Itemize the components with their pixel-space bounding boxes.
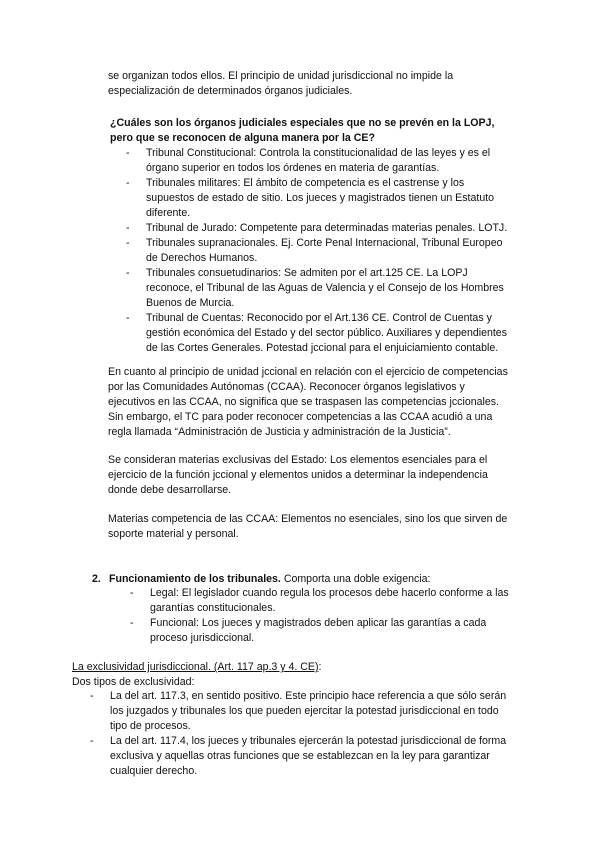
paragraph-materias: Materias competencia de las CCAA: Elementos no esenciales, sino los que sirven de soporte material y personal. — [108, 513, 508, 540]
paragraph-ccaa: En cuanto al principio de unidad jccional en relación con el ejercicio de competencias por las Comunidades Autónomas (CCAA). Reconocer órganos legislativos y ejecutivos en las CCAA, no significa que se traspasen las competencias jccionales. Sin embargo, el TC para poder reconocer competencias a las CCAA acudió a una regla llamada “Administración de Justicia y administración de la Justicia”. — [108, 366, 508, 438]
exclusividad-title: La exclusividad jurisdiccional. (Art. 117 ap.3 y 4. CE) — [72, 661, 319, 673]
section-title: Funcionamiento de los tribunales. — [109, 573, 281, 585]
paragraph-estado: Se consideran materias exclusivas del Estado: Los elementos esenciales para el ejercicio de la función jccional y elementos unidos a determinar la independencia donde debe desarrollarse. — [108, 454, 488, 496]
exclusividad-subtitle: Dos tipos de exclusividad: — [72, 676, 195, 688]
question-line-2: pero que se reconocen de alguna manera por la CE? — [110, 132, 375, 144]
section-2-heading — [92, 572, 430, 587]
intro-line-1: se organizan todos ellos. El principio de unidad jurisdiccional no impide la — [108, 70, 454, 82]
intro-line-2: especialización de determinados órganos judiciales. — [108, 85, 353, 97]
list-item: - Tribunales consuetudinarios: Se admiten por el art.125 CE. La LOPJ reconoce, el Tribunal de las Aguas de Valencia y el Consejo de los Hombres Buenos de Murcia. — [126, 266, 536, 311]
list-item: - Tribunal de Jurado: Competente para determinadas materias penales. LOTJ. — [126, 221, 536, 236]
list-item: - La del art. 117.4, los jueces y tribunales ejercerán la potestad jurisdiccional de forma exclusiva y aquellas otras funciones que se establezcan en la ley para garantizar cualquier derecho. — [90, 734, 550, 779]
exclusividad-heading: La exclusividad jurisdiccional. (Art. 117 ap.3 y 4. CE): — [72, 661, 322, 673]
question-line-1: ¿Cuáles son los órganos judiciales especiales que no se prevén en la LOPJ, — [110, 117, 495, 129]
exclusividad-list — [90, 689, 550, 779]
section-number: 2. — [92, 573, 101, 585]
list-item: - Tribunales militares: El ámbito de competencia es el castrense y los supuestos de estado de sitio. Los jueces y magistrados tienen un Estatuto diferente. — [126, 176, 536, 221]
section-title-rest: Comporta una doble exigencia: — [280, 573, 431, 585]
list-item: - La del art. 117.3, en sentido positivo. Este principio hace referencia a que sólo serán los juzgados y tribunales los que pueden ejercitar la potestad jurisdiccional en todo tipo de procesos. — [90, 689, 550, 734]
section-2-list — [130, 586, 540, 646]
list-item: - Tribunal Constitucional: Controla la constitucionalidad de las leyes y es el órgano superior en todos los órdenes en materia de garantías. — [126, 146, 536, 176]
list-item: - Tribunal de Cuentas: Reconocido por el Art.136 CE. Control de Cuentas y gestión económica del Estado y del sector público. Auxiliares y dependientes de las Cortes Generales. Potestad jccional para el enjuiciamiento contable. — [126, 311, 536, 356]
organos-list — [126, 146, 536, 356]
list-item: - Funcional: Los jueces y magistrados deben aplicar las garantías a cada proceso jurisdiccional. — [130, 616, 540, 646]
list-item: - Legal: El legislador cuando regula los procesos debe hacerlo conforme a las garantías constitucionales. — [130, 586, 540, 616]
list-item: - Tribunales supranacionales. Ej. Corte Penal Internacional, Tribunal Europeo de Derechos Humanos. — [126, 236, 536, 266]
